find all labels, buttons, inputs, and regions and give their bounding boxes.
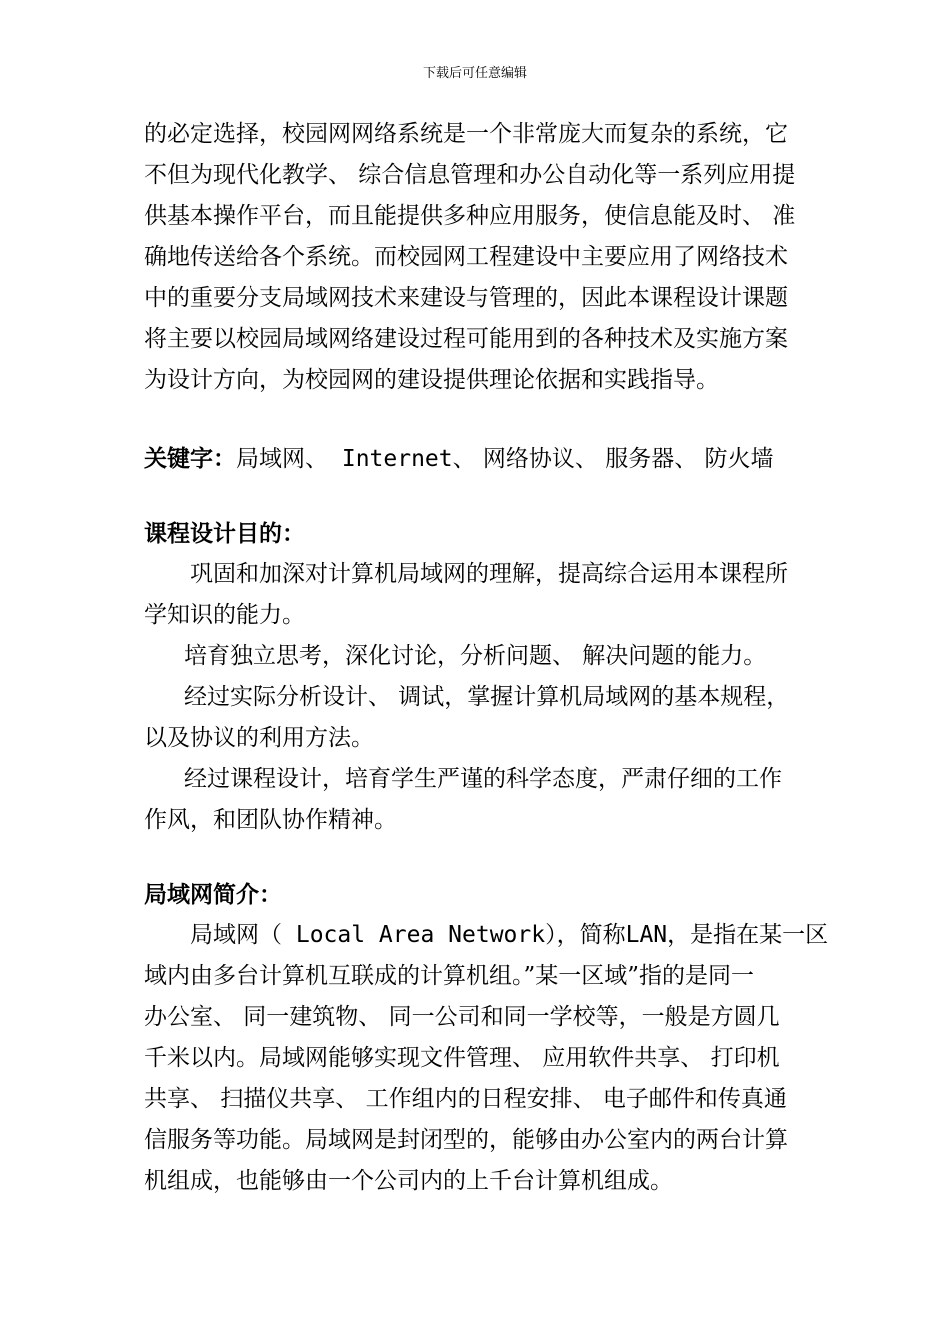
purpose-section: [144, 513, 814, 841]
lan-text: ，是指在某一区: [667, 922, 829, 948]
purpose-line: 以及协议的利用方法。: [144, 725, 374, 751]
intro-line: 将主要以校园局域网络建设过程可能用到的各种技术及实施方案: [144, 326, 788, 352]
intro-line: 供基本操作平台，而且能提供多种应用服务，使信息能及时、 准: [144, 203, 796, 229]
lan-english-term: Local Area Network）: [282, 922, 557, 948]
intro-line: 确地传送给各个系统。而校园网工程建设中主要应用了网络技术: [144, 244, 788, 270]
intro-line: 中的重要分支局域网技术来建设与管理的，因此本课程设计课题: [144, 285, 788, 311]
purpose-line: 作风，和团队协作精神。: [144, 807, 397, 833]
purpose-line: 经过实际分析设计、 调试，掌握计算机局域网的基本规程，: [184, 684, 790, 710]
lan-text: 局域网（: [190, 922, 282, 948]
keyword-item: Internet、: [328, 446, 476, 472]
purpose-line: 经过课程设计，培育学生严谨的科学态度，严肃仔细的工作: [184, 766, 782, 792]
page-header: 下载后可任意编辑: [422, 66, 527, 81]
intro-line: 为设计方向，为校园网的建设提供理论依据和实践指导。: [144, 367, 719, 393]
section-heading: 课程设计目的：: [144, 520, 305, 547]
purpose-line: 培育独立思考，深化讨论，分析问题、 解决问题的能力。: [184, 643, 767, 669]
lan-line: 办公室、 同一建筑物、 同一公司和同一学校等，一般是方圆几: [144, 1004, 780, 1030]
intro-line: 不但为现代化教学、 综合信息管理和办公自动化等一系列应用提: [144, 162, 796, 188]
lan-line: 域内由多台计算机互联成的计算机组。”某一区域”指的是同一: [144, 963, 755, 989]
intro-paragraph: [144, 114, 814, 401]
lan-line: 机组成，也能够由一个公司内的上千台计算机组成。: [144, 1168, 673, 1194]
purpose-line: 学知识的能力。: [144, 602, 305, 628]
purpose-line: 巩固和加深对计算机局域网的理解，提高综合运用本课程所: [190, 561, 788, 587]
keyword-item: 局域网、: [236, 446, 328, 472]
keyword-item: 服务器、: [597, 446, 698, 472]
lan-text: ，简称: [556, 922, 626, 948]
keywords-line: [144, 438, 814, 479]
lan-abbrev: LAN: [625, 922, 668, 948]
keyword-item: 网络协议、: [475, 446, 598, 472]
keywords-label: 关键字：: [144, 445, 236, 472]
lan-line: 信服务等功能。局域网是封闭型的，能够由办公室内的两台计算: [144, 1127, 788, 1153]
lan-line: 共享、 扫描仪共享、 工作组内的日程安排、 电子邮件和传真通: [144, 1086, 787, 1112]
lan-line: [144, 915, 829, 956]
keyword-item: 防火墙: [697, 446, 774, 472]
intro-line: 的必定选择，校园网网络系统是一个非常庞大而复杂的系统，它: [144, 121, 788, 147]
lan-line: 千米以内。局域网能够实现文件管理、 应用软件共享、 打印机: [144, 1045, 780, 1071]
section-heading: 局域网简介：: [144, 881, 282, 908]
lan-section: [144, 874, 829, 1202]
